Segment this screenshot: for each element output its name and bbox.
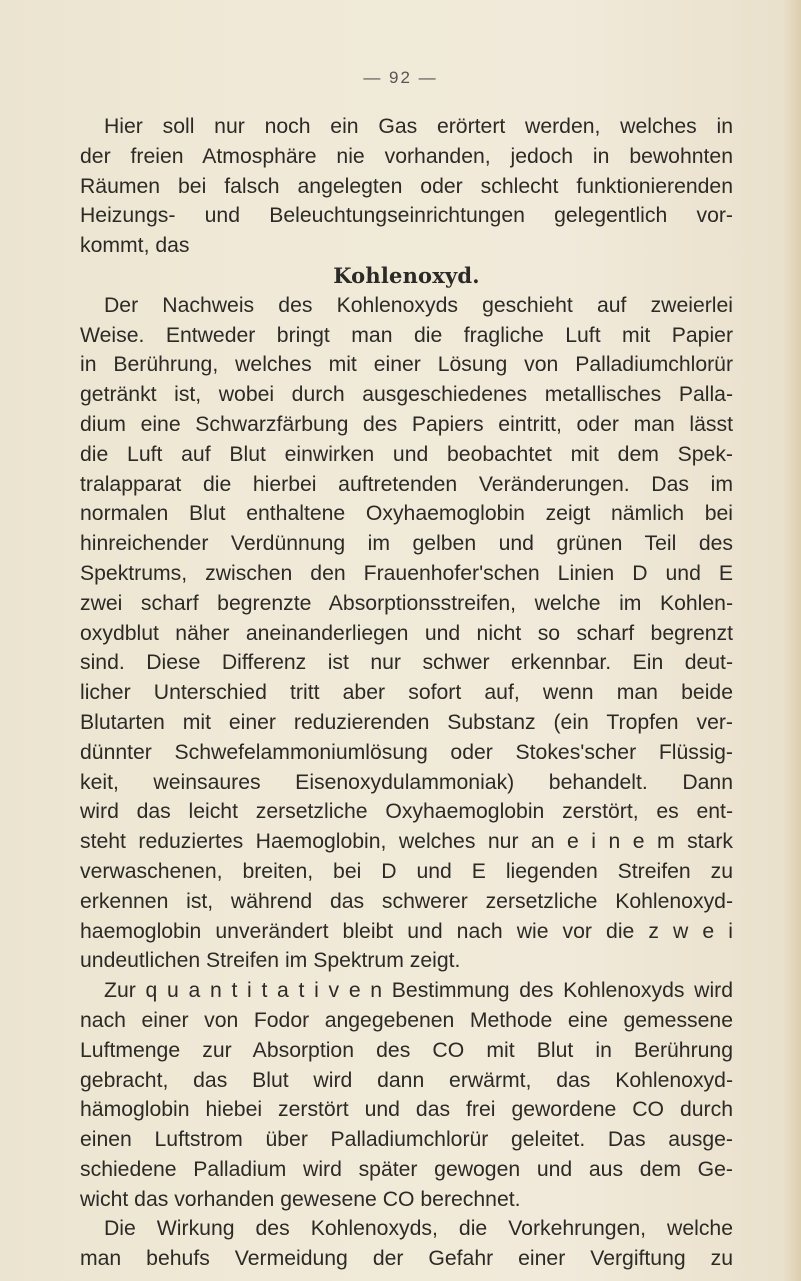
text-line: Hier soll nur noch ein Gas erörtert werden, welches in xyxy=(104,115,733,138)
text-line: Heizungs- und Beleuchtungseinrichtungen gelegentlich vor- xyxy=(80,204,733,228)
text-line: normalen Blut enthaltene Oxyhaemoglobin zeigt nämlich bei xyxy=(80,502,733,526)
text-line: gebracht, das Blut wird dann erwärmt, das Kohlenoxyd- xyxy=(80,1068,733,1092)
text-line: getränkt ist, wobei durch ausgeschiedenes metallisches Palla- xyxy=(80,383,733,407)
text-line: wird das leicht zersetzliche Oxyhaemoglobin zerstört, es ent- xyxy=(80,800,733,824)
text-line: keit, weinsaures Eisenoxydulammoniak) behandelt. Dann xyxy=(80,770,733,794)
text-line: verwaschenen, breiten, bei D und E liegenden Streifen zu xyxy=(80,859,733,883)
text-line: Blutarten mit einer reduzierenden Substanz (ein Tropfen ver- xyxy=(80,710,733,734)
text-line: dium eine Schwarzfärbung des Papiers eintritt, oder man lässt xyxy=(80,412,733,436)
text-line: dünnter Schwefelammoniumlösung oder Stokes'scher Flüssig- xyxy=(80,740,733,764)
text-line: hinreichender Verdünnung im gelben und grünen Teil des xyxy=(80,532,733,556)
text-line: Luftmenge zur Absorption des CO mit Blut in Berührung xyxy=(80,1038,733,1062)
text-line: tralapparat die hierbei auftretenden Veränderungen. Das im xyxy=(80,472,733,496)
body-text xyxy=(80,112,733,1274)
text-line: Räumen bei falsch angelegten oder schlecht funktionierenden xyxy=(80,174,733,198)
text-line: Zur q u a n t i t a t i v e n Bestimmung des Kohlenoxyds wird xyxy=(104,979,733,1003)
text-line: der freien Atmosphäre nie vorhanden, jedoch in bewohnten xyxy=(80,144,733,168)
text-line: sind. Diese Differenz ist nur schwer erkennbar. Ein deut- xyxy=(80,651,733,675)
text-line: man behufs Vermeidung der Gefahr einer Vergiftung zu xyxy=(80,1247,733,1271)
text-line: haemoglobin unverändert bleibt und nach wie vor die z w e i xyxy=(80,919,733,943)
text-line: einen Luftstrom über Palladiumchlorür geleitet. Das ausge- xyxy=(80,1128,733,1152)
text-line: zwei scharf begrenzte Absorptionsstreifen, welche im Kohlen- xyxy=(80,591,733,615)
text-line: licher Unterschied tritt aber sofort auf, wenn man beide xyxy=(80,681,733,705)
text-line: kommt, das xyxy=(80,234,190,258)
text-line: in Berührung, welches mit einer Lösung von Palladiumchlorür xyxy=(80,353,733,377)
text-line: steht reduziertes Haemoglobin, welches nur an e i n e m stark xyxy=(80,830,733,854)
text-line: hämoglobin hiebei zerstört und das frei gewordene CO durch xyxy=(80,1098,733,1122)
text-line: Der Nachweis des Kohlenoxyds geschieht auf zweierlei xyxy=(104,293,733,317)
text-line: oxydblut näher aneinanderliegen und nicht so scharf begrenzt xyxy=(80,621,733,645)
text-line: Spektrums, zwischen den Frauenhofer'schen Linien D und E xyxy=(80,561,733,585)
text-line: wicht das vorhanden gewesene CO berechnet. xyxy=(80,1187,521,1211)
page-edge-shadow xyxy=(783,0,801,1281)
text-line: die Luft auf Blut einwirken und beobachtet mit dem Spek- xyxy=(80,442,733,466)
text-line: schiedene Palladium wird später gewogen und aus dem Ge- xyxy=(80,1157,733,1181)
page-number: — 92 — xyxy=(363,68,438,87)
text-line: nach einer von Fodor angegebenen Methode eine gemessene xyxy=(80,1008,733,1032)
section-heading: Kohlenoxyd. xyxy=(333,262,480,288)
text-line: undeutlichen Streifen im Spektrum zeigt. xyxy=(80,949,461,973)
text-line: erkennen ist, während das schwerer zersetzliche Kohlenoxyd- xyxy=(80,889,733,913)
text-line: Weise. Entweder bringt man die fragliche Luft mit Papier xyxy=(80,323,733,347)
text-line: Die Wirkung des Kohlenoxyds, die Vorkehrungen, welche xyxy=(104,1217,733,1241)
